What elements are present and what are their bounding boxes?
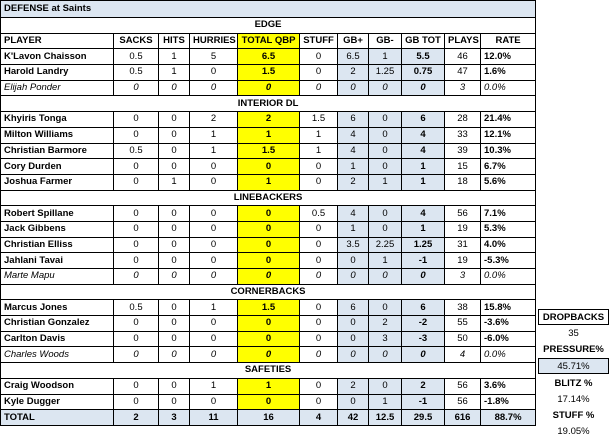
column-header-hurries: HURRIES xyxy=(190,33,238,49)
cell-plays: 46 xyxy=(445,49,481,65)
cell-hurries: 0 xyxy=(190,347,238,363)
cell-stuff: 0 xyxy=(300,159,338,175)
cell-rate: 5.6% xyxy=(481,174,536,190)
cell-stuff: 0 xyxy=(300,394,338,410)
cell-sacks: 0 xyxy=(114,253,159,269)
cell-hits: 0 xyxy=(159,221,190,237)
cell-gbm: 1 xyxy=(369,394,402,410)
cell-hurries: 0 xyxy=(190,159,238,175)
cell-qbp: 0 xyxy=(238,331,300,347)
cell-hurries: 0 xyxy=(190,331,238,347)
cell-plays: 19 xyxy=(445,221,481,237)
cell-plays: 38 xyxy=(445,300,481,316)
cell-hits: 1 xyxy=(159,65,190,81)
blitz-value: 17.14% xyxy=(557,394,590,405)
cell-stuff: 1 xyxy=(300,143,338,159)
cell-plays: 4 xyxy=(445,347,481,363)
table-row xyxy=(1,221,536,237)
cell-plays: 39 xyxy=(445,143,481,159)
cell-gbm: 0 xyxy=(369,80,402,96)
table-row xyxy=(1,206,536,222)
section-title: INTERIOR DL xyxy=(1,96,536,112)
cell-stuff: 0 xyxy=(300,253,338,269)
section-header-row xyxy=(1,96,536,112)
section-header-row xyxy=(1,284,536,300)
cell-player: Christian Elliss xyxy=(1,237,114,253)
blitz-label: BLITZ % xyxy=(554,378,593,389)
column-header-gbp: GB+ xyxy=(338,33,369,49)
total-rate: 88.7% xyxy=(481,410,536,426)
cell-player: Elijah Ponder xyxy=(1,80,114,96)
cell-player: Robert Spillane xyxy=(1,206,114,222)
cell-gbm: 0 xyxy=(369,221,402,237)
cell-stuff: 0 xyxy=(300,331,338,347)
cell-sacks: 0 xyxy=(114,316,159,332)
cell-qbp: 0 xyxy=(238,394,300,410)
cell-sacks: 0 xyxy=(114,127,159,143)
section-header-row xyxy=(1,18,536,34)
cell-hits: 0 xyxy=(159,394,190,410)
column-header-player: PLAYER xyxy=(1,33,114,49)
cell-gbt: 2 xyxy=(402,378,445,394)
cell-sacks: 0 xyxy=(114,80,159,96)
total-hurries: 11 xyxy=(190,410,238,426)
cell-gbt: 0 xyxy=(402,269,445,285)
cell-stuff: 0 xyxy=(300,316,338,332)
table-row xyxy=(1,80,536,96)
cell-hurries: 0 xyxy=(190,394,238,410)
cell-rate: 10.3% xyxy=(481,143,536,159)
cell-qbp: 0 xyxy=(238,159,300,175)
cell-sacks: 0 xyxy=(114,112,159,128)
cell-stuff: 0 xyxy=(300,221,338,237)
table-row xyxy=(1,65,536,81)
cell-qbp: 0 xyxy=(238,237,300,253)
cell-rate: 21.4% xyxy=(481,112,536,128)
cell-rate: -6.0% xyxy=(481,331,536,347)
cell-player: Cory Durden xyxy=(1,159,114,175)
cell-gbt: 0 xyxy=(402,347,445,363)
cell-gbp: 0 xyxy=(338,347,369,363)
cell-plays: 31 xyxy=(445,237,481,253)
cell-player: Carlton Davis xyxy=(1,331,114,347)
table-row xyxy=(1,174,536,190)
cell-hits: 0 xyxy=(159,300,190,316)
cell-gbp: 1 xyxy=(338,221,369,237)
cell-hurries: 1 xyxy=(190,378,238,394)
cell-hurries: 0 xyxy=(190,269,238,285)
cell-stuff: 0 xyxy=(300,378,338,394)
cell-sacks: 0 xyxy=(114,331,159,347)
cell-player: Jahlani Tavai xyxy=(1,253,114,269)
title-row xyxy=(1,1,536,18)
cell-rate: 0.0% xyxy=(481,347,536,363)
cell-plays: 3 xyxy=(445,269,481,285)
table-row xyxy=(1,300,536,316)
cell-gbm: 2 xyxy=(369,316,402,332)
cell-sacks: 0 xyxy=(114,221,159,237)
cell-qbp: 0 xyxy=(238,316,300,332)
cell-rate: -3.6% xyxy=(481,316,536,332)
total-gbp: 42 xyxy=(338,410,369,426)
cell-hits: 0 xyxy=(159,127,190,143)
cell-gbt: 4 xyxy=(402,143,445,159)
cell-hurries: 1 xyxy=(190,143,238,159)
cell-gbp: 6 xyxy=(338,300,369,316)
cell-plays: 15 xyxy=(445,159,481,175)
cell-rate: -1.8% xyxy=(481,394,536,410)
cell-player: Charles Woods xyxy=(1,347,114,363)
cell-player: K'Lavon Chaisson xyxy=(1,49,114,65)
cell-gbm: 1.25 xyxy=(369,65,402,81)
cell-hurries: 0 xyxy=(190,253,238,269)
pressure-value: 45.71% xyxy=(538,358,609,374)
cell-hits: 0 xyxy=(159,112,190,128)
cell-plays: 33 xyxy=(445,127,481,143)
cell-sacks: 0 xyxy=(114,206,159,222)
cell-plays: 56 xyxy=(445,378,481,394)
pressure-label: PRESSURE% xyxy=(543,344,604,355)
cell-sacks: 0 xyxy=(114,159,159,175)
stuff-value: 19.05% xyxy=(557,426,590,437)
cell-gbm: 1 xyxy=(369,174,402,190)
table-row xyxy=(1,112,536,128)
cell-player: Harold Landry xyxy=(1,65,114,81)
cell-stuff: 0 xyxy=(300,174,338,190)
cell-hits: 0 xyxy=(159,143,190,159)
cell-rate: 1.6% xyxy=(481,65,536,81)
cell-gbp: 3.5 xyxy=(338,237,369,253)
cell-qbp: 0 xyxy=(238,80,300,96)
cell-gbp: 0 xyxy=(338,253,369,269)
cell-plays: 19 xyxy=(445,253,481,269)
cell-qbp: 0 xyxy=(238,347,300,363)
cell-qbp: 1 xyxy=(238,378,300,394)
cell-gbm: 0 xyxy=(369,206,402,222)
cell-gbp: 4 xyxy=(338,127,369,143)
cell-gbt: 5.5 xyxy=(402,49,445,65)
cell-plays: 50 xyxy=(445,331,481,347)
cell-stuff: 0 xyxy=(300,237,338,253)
cell-hits: 0 xyxy=(159,253,190,269)
cell-player: Christian Gonzalez xyxy=(1,316,114,332)
cell-player: Jack Gibbens xyxy=(1,221,114,237)
section-title: CORNERBACKS xyxy=(1,284,536,300)
cell-gbm: 0 xyxy=(369,143,402,159)
cell-gbm: 0 xyxy=(369,112,402,128)
cell-hits: 1 xyxy=(159,49,190,65)
cell-rate: 12.0% xyxy=(481,49,536,65)
cell-gbp: 0 xyxy=(338,331,369,347)
cell-player: Christian Barmore xyxy=(1,143,114,159)
cell-gbp: 6 xyxy=(338,112,369,128)
cell-gbp: 0 xyxy=(338,80,369,96)
cell-gbt: 1 xyxy=(402,159,445,175)
cell-player: Marcus Jones xyxy=(1,300,114,316)
cell-qbp: 1.5 xyxy=(238,65,300,81)
cell-qbp: 0 xyxy=(238,221,300,237)
column-header-qbp: TOTAL QBP xyxy=(238,33,300,49)
cell-stuff: 0 xyxy=(300,300,338,316)
column-header-gbt: GB TOT xyxy=(402,33,445,49)
total-plays: 616 xyxy=(445,410,481,426)
total-stuff: 4 xyxy=(300,410,338,426)
cell-plays: 55 xyxy=(445,316,481,332)
cell-sacks: 0 xyxy=(114,269,159,285)
total-gbm: 12.5 xyxy=(369,410,402,426)
cell-plays: 47 xyxy=(445,65,481,81)
cell-stuff: 0 xyxy=(300,80,338,96)
cell-player: Craig Woodson xyxy=(1,378,114,394)
cell-hits: 0 xyxy=(159,316,190,332)
cell-hurries: 1 xyxy=(190,300,238,316)
cell-sacks: 0 xyxy=(114,347,159,363)
cell-hits: 0 xyxy=(159,237,190,253)
cell-plays: 18 xyxy=(445,174,481,190)
cell-qbp: 0 xyxy=(238,269,300,285)
cell-gbt: -2 xyxy=(402,316,445,332)
cell-gbt: 1 xyxy=(402,221,445,237)
cell-gbt: 6 xyxy=(402,112,445,128)
cell-qbp: 1 xyxy=(238,127,300,143)
cell-sacks: 0.5 xyxy=(114,49,159,65)
table-row xyxy=(1,394,536,410)
table-row xyxy=(1,143,536,159)
cell-qbp: 1.5 xyxy=(238,300,300,316)
cell-gbm: 3 xyxy=(369,331,402,347)
cell-hits: 0 xyxy=(159,159,190,175)
cell-hurries: 0 xyxy=(190,237,238,253)
cell-hurries: 0 xyxy=(190,206,238,222)
cell-stuff: 0 xyxy=(300,269,338,285)
section-header-row xyxy=(1,363,536,379)
cell-gbm: 0 xyxy=(369,347,402,363)
total-hits: 3 xyxy=(159,410,190,426)
cell-stuff: 0 xyxy=(300,347,338,363)
cell-plays: 28 xyxy=(445,112,481,128)
cell-gbp: 2 xyxy=(338,174,369,190)
table-row xyxy=(1,159,536,175)
cell-hurries: 0 xyxy=(190,221,238,237)
cell-hurries: 5 xyxy=(190,49,238,65)
cell-gbp: 1 xyxy=(338,159,369,175)
stuff-label: STUFF % xyxy=(552,410,595,421)
total-row xyxy=(1,410,536,426)
cell-gbm: 0 xyxy=(369,159,402,175)
cell-stuff: 0 xyxy=(300,49,338,65)
table-row xyxy=(1,378,536,394)
cell-stuff: 1 xyxy=(300,127,338,143)
cell-hurries: 2 xyxy=(190,112,238,128)
cell-rate: 12.1% xyxy=(481,127,536,143)
column-header-row xyxy=(1,33,536,49)
cell-qbp: 6.5 xyxy=(238,49,300,65)
table-row xyxy=(1,347,536,363)
column-header-rate: RATE xyxy=(481,33,536,49)
cell-hits: 0 xyxy=(159,80,190,96)
cell-hits: 0 xyxy=(159,331,190,347)
cell-hits: 0 xyxy=(159,347,190,363)
cell-hurries: 1 xyxy=(190,127,238,143)
cell-stuff: 0.5 xyxy=(300,206,338,222)
cell-sacks: 0 xyxy=(114,237,159,253)
cell-qbp: 0 xyxy=(238,253,300,269)
cell-gbp: 0 xyxy=(338,316,369,332)
table-row xyxy=(1,237,536,253)
cell-gbm: 2.25 xyxy=(369,237,402,253)
cell-rate: 6.7% xyxy=(481,159,536,175)
column-header-stuff: STUFF xyxy=(300,33,338,49)
cell-rate: 0.0% xyxy=(481,80,536,96)
cell-player: Joshua Farmer xyxy=(1,174,114,190)
column-header-gbm: GB- xyxy=(369,33,402,49)
cell-rate: 3.6% xyxy=(481,378,536,394)
cell-hits: 0 xyxy=(159,206,190,222)
cell-rate: 15.8% xyxy=(481,300,536,316)
cell-qbp: 0 xyxy=(238,206,300,222)
section-title: LINEBACKERS xyxy=(1,190,536,206)
cell-gbm: 0 xyxy=(369,378,402,394)
cell-gbt: 0.75 xyxy=(402,65,445,81)
dropbacks-value: 35 xyxy=(568,328,579,339)
cell-player: Milton Williams xyxy=(1,127,114,143)
cell-gbp: 0 xyxy=(338,394,369,410)
cell-sacks: 0.5 xyxy=(114,143,159,159)
total-player: TOTAL xyxy=(1,410,114,426)
cell-gbt: 1 xyxy=(402,174,445,190)
cell-gbm: 0 xyxy=(369,269,402,285)
cell-sacks: 0 xyxy=(114,174,159,190)
cell-player: Kyle Dugger xyxy=(1,394,114,410)
cell-rate: 4.0% xyxy=(481,237,536,253)
section-title: SAFETIES xyxy=(1,363,536,379)
section-header-row xyxy=(1,190,536,206)
total-qbp: 16 xyxy=(238,410,300,426)
column-header-sacks: SACKS xyxy=(114,33,159,49)
cell-gbp: 2 xyxy=(338,65,369,81)
table-row xyxy=(1,127,536,143)
cell-hits: 1 xyxy=(159,174,190,190)
total-sacks: 2 xyxy=(114,410,159,426)
cell-gbt: -1 xyxy=(402,394,445,410)
cell-gbp: 0 xyxy=(338,269,369,285)
cell-stuff: 1.5 xyxy=(300,112,338,128)
table-row xyxy=(1,331,536,347)
cell-qbp: 1 xyxy=(238,174,300,190)
table-row xyxy=(1,269,536,285)
column-header-hits: HITS xyxy=(159,33,190,49)
cell-gbp: 4 xyxy=(338,143,369,159)
cell-gbp: 4 xyxy=(338,206,369,222)
cell-gbt: 1.25 xyxy=(402,237,445,253)
column-header-plays: PLAYS xyxy=(445,33,481,49)
cell-rate: -5.3% xyxy=(481,253,536,269)
cell-plays: 56 xyxy=(445,394,481,410)
dropbacks-label: DROPBACKS xyxy=(538,309,609,325)
cell-gbm: 0 xyxy=(369,127,402,143)
cell-player: Marte Mapu xyxy=(1,269,114,285)
cell-gbm: 1 xyxy=(369,253,402,269)
cell-rate: 0.0% xyxy=(481,269,536,285)
cell-stuff: 0 xyxy=(300,65,338,81)
cell-hurries: 0 xyxy=(190,80,238,96)
cell-sacks: 0 xyxy=(114,394,159,410)
cell-gbm: 0 xyxy=(369,300,402,316)
cell-plays: 3 xyxy=(445,80,481,96)
table-row xyxy=(1,49,536,65)
cell-gbt: 4 xyxy=(402,206,445,222)
table-row xyxy=(1,316,536,332)
cell-hits: 0 xyxy=(159,378,190,394)
cell-gbp: 6.5 xyxy=(338,49,369,65)
cell-rate: 5.3% xyxy=(481,221,536,237)
cell-gbt: -1 xyxy=(402,253,445,269)
cell-plays: 56 xyxy=(445,206,481,222)
cell-gbt: -3 xyxy=(402,331,445,347)
section-title: EDGE xyxy=(1,18,536,34)
cell-player: Khyiris Tonga xyxy=(1,112,114,128)
cell-hurries: 0 xyxy=(190,316,238,332)
cell-gbt: 4 xyxy=(402,127,445,143)
table-title: DEFENSE at Saints xyxy=(1,1,536,18)
cell-hits: 0 xyxy=(159,269,190,285)
cell-gbm: 1 xyxy=(369,49,402,65)
cell-qbp: 1.5 xyxy=(238,143,300,159)
cell-qbp: 2 xyxy=(238,112,300,128)
cell-sacks: 0.5 xyxy=(114,300,159,316)
cell-hurries: 0 xyxy=(190,65,238,81)
cell-hurries: 0 xyxy=(190,174,238,190)
cell-gbt: 0 xyxy=(402,80,445,96)
cell-sacks: 0.5 xyxy=(114,65,159,81)
cell-gbt: 6 xyxy=(402,300,445,316)
total-gbt: 29.5 xyxy=(402,410,445,426)
cell-rate: 7.1% xyxy=(481,206,536,222)
cell-gbp: 2 xyxy=(338,378,369,394)
table-row xyxy=(1,253,536,269)
cell-sacks: 0 xyxy=(114,378,159,394)
